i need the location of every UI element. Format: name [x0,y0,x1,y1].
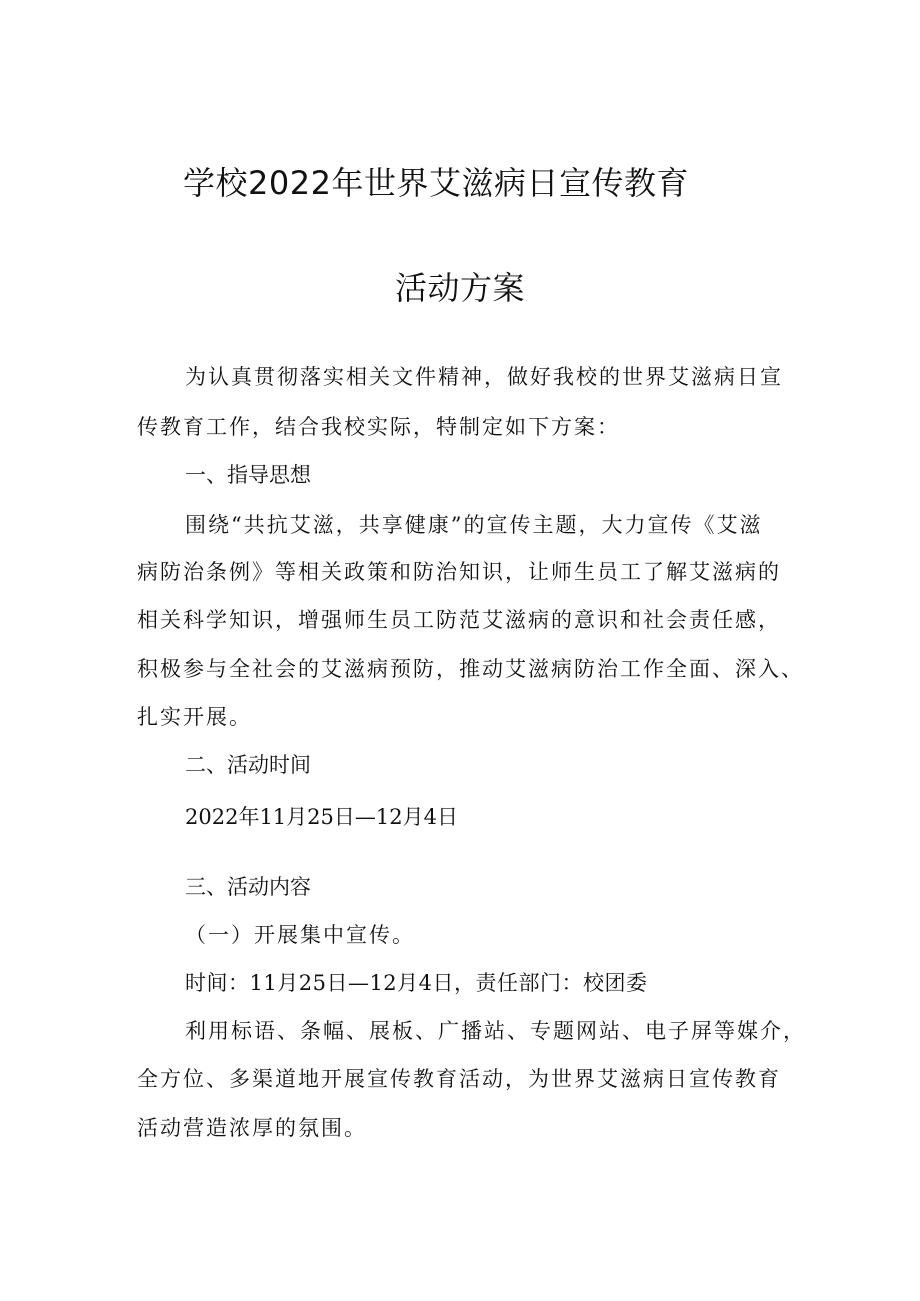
intro-line-2: 传教育工作，结合我校实际，特制定如下方案： [137,415,620,439]
subsection-1-line-2: 全方位、多渠道地开展宣传教育活动，为世界艾滋病日宣传教育 [137,1067,781,1091]
section-1-line-4: 积极参与全社会的艾滋病预防，推动艾滋病防治工作全面、深入、 [137,657,804,681]
section-3-heading: 三、活动内容 [185,875,311,899]
section-2-heading: 二、活动时间 [185,753,311,777]
subsection-1-time: 时间：11月25日—12月4日，责任部门：校团委 [185,971,648,995]
section-1-line-2: 病防治条例》等相关政策和防治知识，让师生员工了解艾滋病的 [137,560,781,584]
section-1-line-5: 扎实开展。 [137,705,252,729]
intro-line-1: 为认真贯彻落实相关文件精神，做好我校的世界艾滋病日宣 [185,365,783,389]
section-1-line-3: 相关科学知识，增强师生员工防范艾滋病的意识和社会责任感， [137,608,781,632]
document-title-line-1: 学校2022年世界艾滋病日宣传教育 [183,164,689,202]
activity-date: 2022年11月25日—12月4日 [185,805,458,829]
section-1-line-1: 围绕“共抗艾滋，共享健康”的宣传主题，大力宣传《艾滋 [185,513,763,537]
document-title-line-2: 活动方案 [395,269,526,307]
subsection-1-line-1: 利用标语、条幅、展板、广播站、专题网站、电子屏等媒介， [185,1019,806,1043]
section-1-heading: 一、指导思想 [185,463,311,487]
subsection-1-line-3: 活动营造浓厚的氛围。 [137,1116,367,1140]
subsection-1-title: （一）开展集中宣传。 [185,923,415,947]
